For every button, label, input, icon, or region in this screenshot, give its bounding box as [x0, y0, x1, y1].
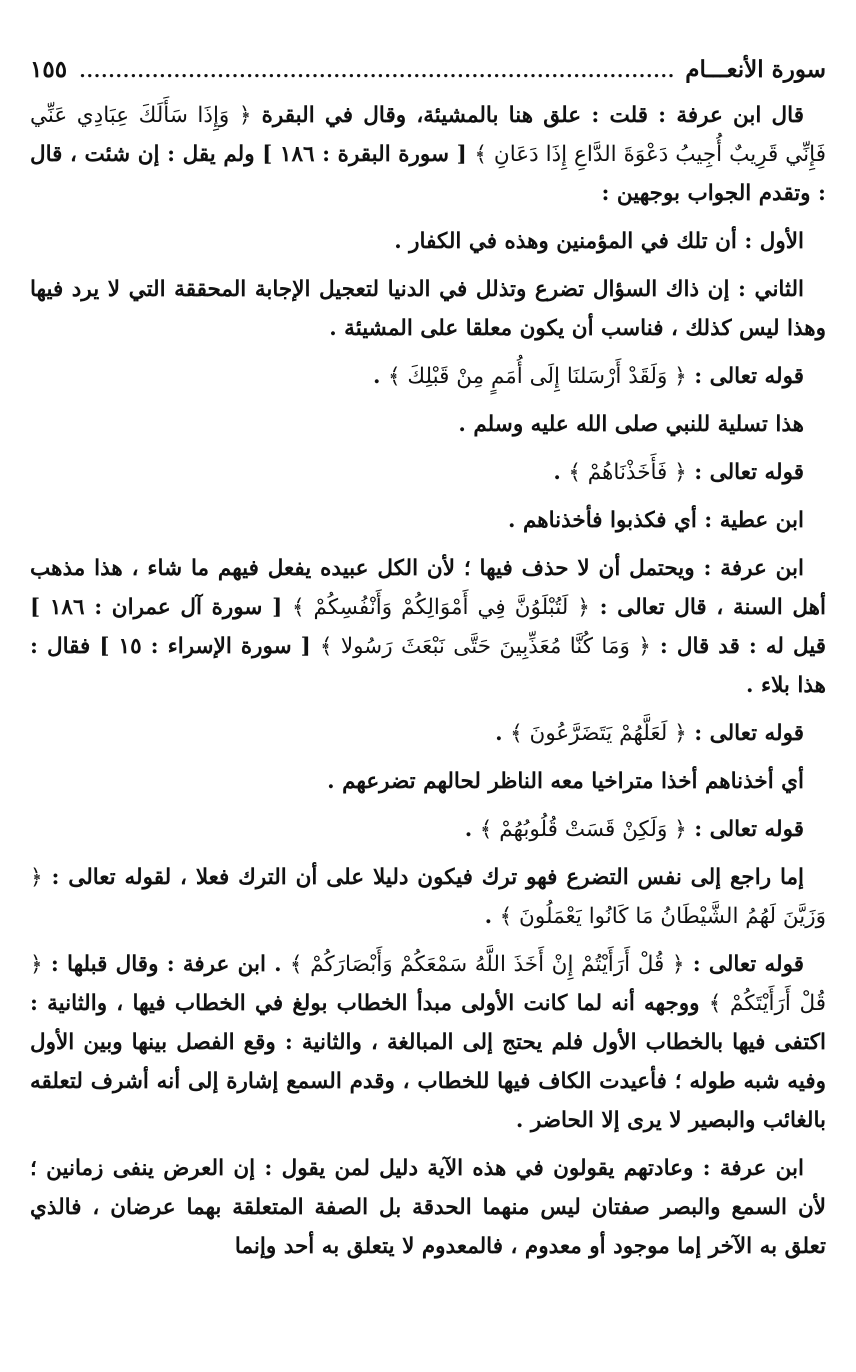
quran-verse: ﴿ قُلْ أَرَأَيْتُمْ إِنْ أَخَذَ اللَّهُ سَمْعَكُمْ وَأَبْصَارَكُمْ ﴾: [289, 952, 685, 977]
quran-verse: ﴿ وَلَكِنْ قَسَتْ قُلُوبُهُمْ ﴾: [479, 817, 687, 842]
text-segment: قوله تعالى :: [686, 364, 804, 389]
text-segment: ابن عطية : أي فكذبوا فأخذناهم .: [507, 508, 804, 533]
text-segment: أي أخذناهم أخذا متراخيا معه الناظر لحالهم تضرعهم .: [327, 769, 804, 794]
text-segment: ابن عرفة : وعادتهم يقولون في هذه الآية دليل لمن يقول : إن العرض ينفى زمانين ؛ لأن السمع والبصر صفتان ليس منهما الحدقة بل الصفة المتعلقة بهما عرضان ، فالذي تعلق به الآخر إما موجود أو معدوم ، فالمعدوم لا يتعلق به أحد وإنما: [30, 1156, 826, 1259]
quran-verse: ﴿ فَأَخَذْنَاهُمْ ﴾: [568, 460, 687, 485]
quran-verse: ﴿ لَعَلَّهُمْ يَتَضَرَّعُونَ ﴾: [510, 721, 687, 746]
quran-verse: ﴿ لَتُبْلَوُنَّ فِي أَمْوَالِكُمْ وَأَنْفُسِكُمْ ﴾: [291, 595, 590, 620]
paragraph-p5: [30, 405, 826, 444]
paragraph-p3: [30, 270, 826, 348]
text-segment: هذا تسلية للنبي صلى الله عليه وسلم .: [458, 412, 804, 437]
text-segment: إما راجع إلى نفس التضرع فهو ترك فيكون دليلا على أن الترك فعلا ، لقوله تعالى :: [42, 865, 804, 890]
text-segment: . ابن عرفة : وقال قبلها :: [42, 952, 290, 977]
text-segment: الأول : أن تلك في المؤمنين وهذه في الكفار .: [394, 229, 804, 254]
text-segment: .: [484, 904, 500, 929]
book-page: [30, 50, 826, 1275]
text-segment: قوله تعالى :: [686, 817, 804, 842]
text-segment: ووجهه أنه لما كانت الأولى مبدأ الخطاب بولغ في الخطاب فيها ، والثانية : اكتفى فيها بالخطاب الأول فلم يحتج إلى المبالغة ، والثانية : وقع الفصل بينها وبين الأول وفيه شبه طوله ؛ فأعيدت الكاف فيها للخطاب ، وقدم السمع إشارة إلى أنه أشرف لتعلقه بالغائب والبصير لا يرى إلا الحاضر .: [30, 991, 826, 1133]
paragraph-p1: [30, 96, 826, 213]
paragraph-p8: [30, 549, 826, 705]
text-segment: .: [495, 721, 511, 746]
quran-verse: ﴿ قُلْ أَرَأَيْتَكُمْ ﴾: [30, 952, 827, 1016]
text-segment: [ سورة آل عمران : ١٨٦ ] قيل له : قد قال :: [30, 595, 826, 659]
quran-verse: ﴿ وَزَيَّنَ لَهُمُ الشَّيْطَانُ مَا كَانُوا يَعْمَلُونَ ﴾: [30, 865, 826, 929]
text-segment: ابن عرفة : ويحتمل أن لا حذف فيها ؛ لأن الكل عبيده يفعل فيهم ما شاء ، هذا مذهب أهل السنة ، قال تعالى :: [30, 556, 826, 620]
quran-verse: ﴿ وَلَقَدْ أَرْسَلنَا إِلَى أُمَمٍ مِنْ قَبْلِكَ ﴾: [387, 364, 687, 389]
paragraph-p11: [30, 810, 826, 849]
text-segment: قوله تعالى :: [686, 721, 804, 746]
paragraph-p2: [30, 222, 826, 261]
quran-verse: ﴿ وَإِذَا سَأَلَكَ عِبَادِي عَنِّي فَإِنِّي قَرِيبٌ أُجِيبُ دَعْوَةَ الدَّاعِ إِذَا دَعَانِ ﴾: [30, 103, 826, 167]
paragraph-p4: [30, 357, 826, 396]
text-segment: قوله تعالى :: [686, 460, 804, 485]
text-segment: [ سورة الإسراء : ١٥ ] فقال : هذا بلاء .: [30, 634, 826, 698]
page-number: ١٥٥: [30, 56, 68, 83]
text-segment: .: [464, 817, 480, 842]
paragraph-p12: [30, 858, 826, 936]
text-segment: الثاني : إن ذاك السؤال تضرع وتذلل في الدنيا لتعجيل الإجابة المحققة التي لا يرد فيها وهذا ليس كذلك ، فناسب أن يكون معلقا على المشيئة .: [30, 277, 826, 341]
quran-verse: ﴿ وَمَا كُنَّا مُعَذِّبِينَ حَتَّى نَبْعَثَ رَسُولا ﴾: [319, 634, 651, 659]
paragraph-p7: [30, 501, 826, 540]
surah-title: سورة الأنعـــام: [685, 56, 826, 83]
paragraph-p14: [30, 1149, 826, 1266]
text-segment: [ سورة البقرة : ١٨٦ ] ولم يقل : إن شئت ، قال : وتقدم الجواب بوجهين :: [30, 142, 826, 206]
header-dot-leader: ..................................................................................: [79, 61, 676, 82]
paragraph-p13: [30, 945, 826, 1140]
paragraph-p10: [30, 762, 826, 801]
text-segment: قال ابن عرفة : قلت : علق هنا بالمشيئة، وقال في البقرة: [251, 103, 804, 128]
body-text: [30, 96, 826, 1266]
text-segment: .: [372, 364, 388, 389]
text-segment: قوله تعالى :: [684, 952, 804, 977]
running-header: [30, 50, 826, 90]
paragraph-p9: [30, 714, 826, 753]
paragraph-p6: [30, 453, 826, 492]
text-segment: .: [553, 460, 569, 485]
